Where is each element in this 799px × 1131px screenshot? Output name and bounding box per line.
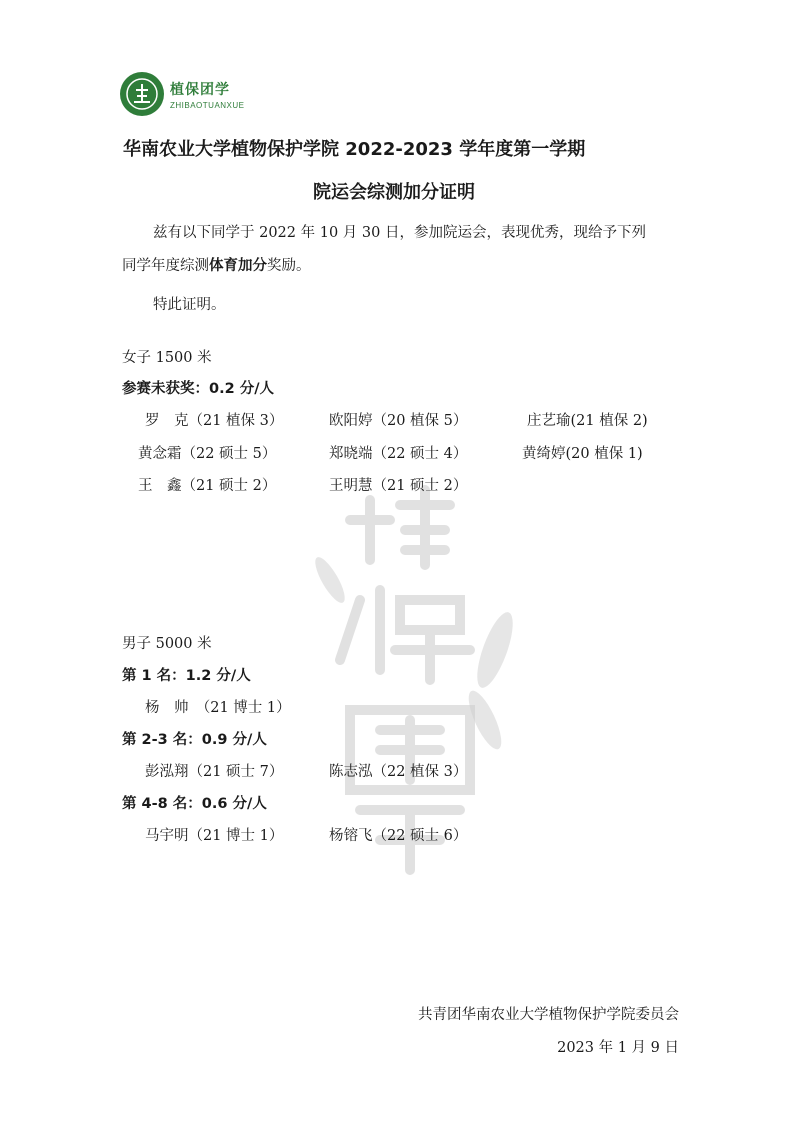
intro-line2-prefix: 同学年度综测 [122,258,209,274]
logo [120,72,245,116]
list-item: 黄念霜（22 硕士 5） [138,446,277,462]
intro-line1: 兹有以下同学于 2022 年 10 月 30 日，参加院运会，表现优秀，现给予下列 [153,225,646,241]
document-title-line1: 华南农业大学植物保护学院 2022-2023 学年度第一学期 [123,139,586,160]
list-item: 王明慧（21 硕士 2） [329,478,468,494]
list-item: 马宇明（21 博士 1） [145,828,284,844]
intro-line2 [122,254,311,275]
women-1500-award: 参赛未获奖：0.2 分/人 [122,381,275,397]
list-item: 郑晓端（22 硕士 4） [329,446,468,462]
intro-line2-suffix: 奖励。 [267,258,311,274]
issuing-organization: 共青团华南农业大学植物保护学院委员会 [418,1007,679,1023]
intro-line3: 特此证明。 [153,297,226,313]
document-title-line2: 院运会综测加分证明 [313,182,475,203]
women-1500-event: 女子 1500 米 [122,350,212,366]
issue-date: 2023 年 1 月 9 日 [557,1040,679,1056]
men-5000-award-1: 第 1 名：1.2 分/人 [122,668,251,684]
list-item: 欧阳婷（20 植保 5） [329,413,468,429]
intro-line2-bold: 体育加分 [209,258,267,274]
list-item: 罗 克（21 植保 3） [145,413,284,429]
list-item: 杨 帅 （21 博士 1） [145,700,291,716]
men-5000-award-3: 第 4-8 名：0.6 分/人 [122,796,267,812]
list-item: 庄艺瑜(21 植保 2) [527,413,648,429]
logo-emblem-icon [120,72,164,116]
watermark-emblem [300,480,520,880]
list-item: 杨镕飞（22 硕士 6） [329,828,468,844]
list-item: 陈志泓（22 植保 3） [329,764,468,780]
men-5000-award-2: 第 2-3 名：0.9 分/人 [122,732,267,748]
logo-name-en: ZHIBAOTUANXUE [170,100,245,110]
list-item: 王 鑫（21 硕士 2） [138,478,277,494]
men-5000-event: 男子 5000 米 [122,636,212,652]
list-item: 黄绮婷(20 植保 1) [522,446,643,462]
logo-name-cn: 植保团学 [170,81,230,98]
list-item: 彭泓翔（21 硕士 7） [145,764,284,780]
